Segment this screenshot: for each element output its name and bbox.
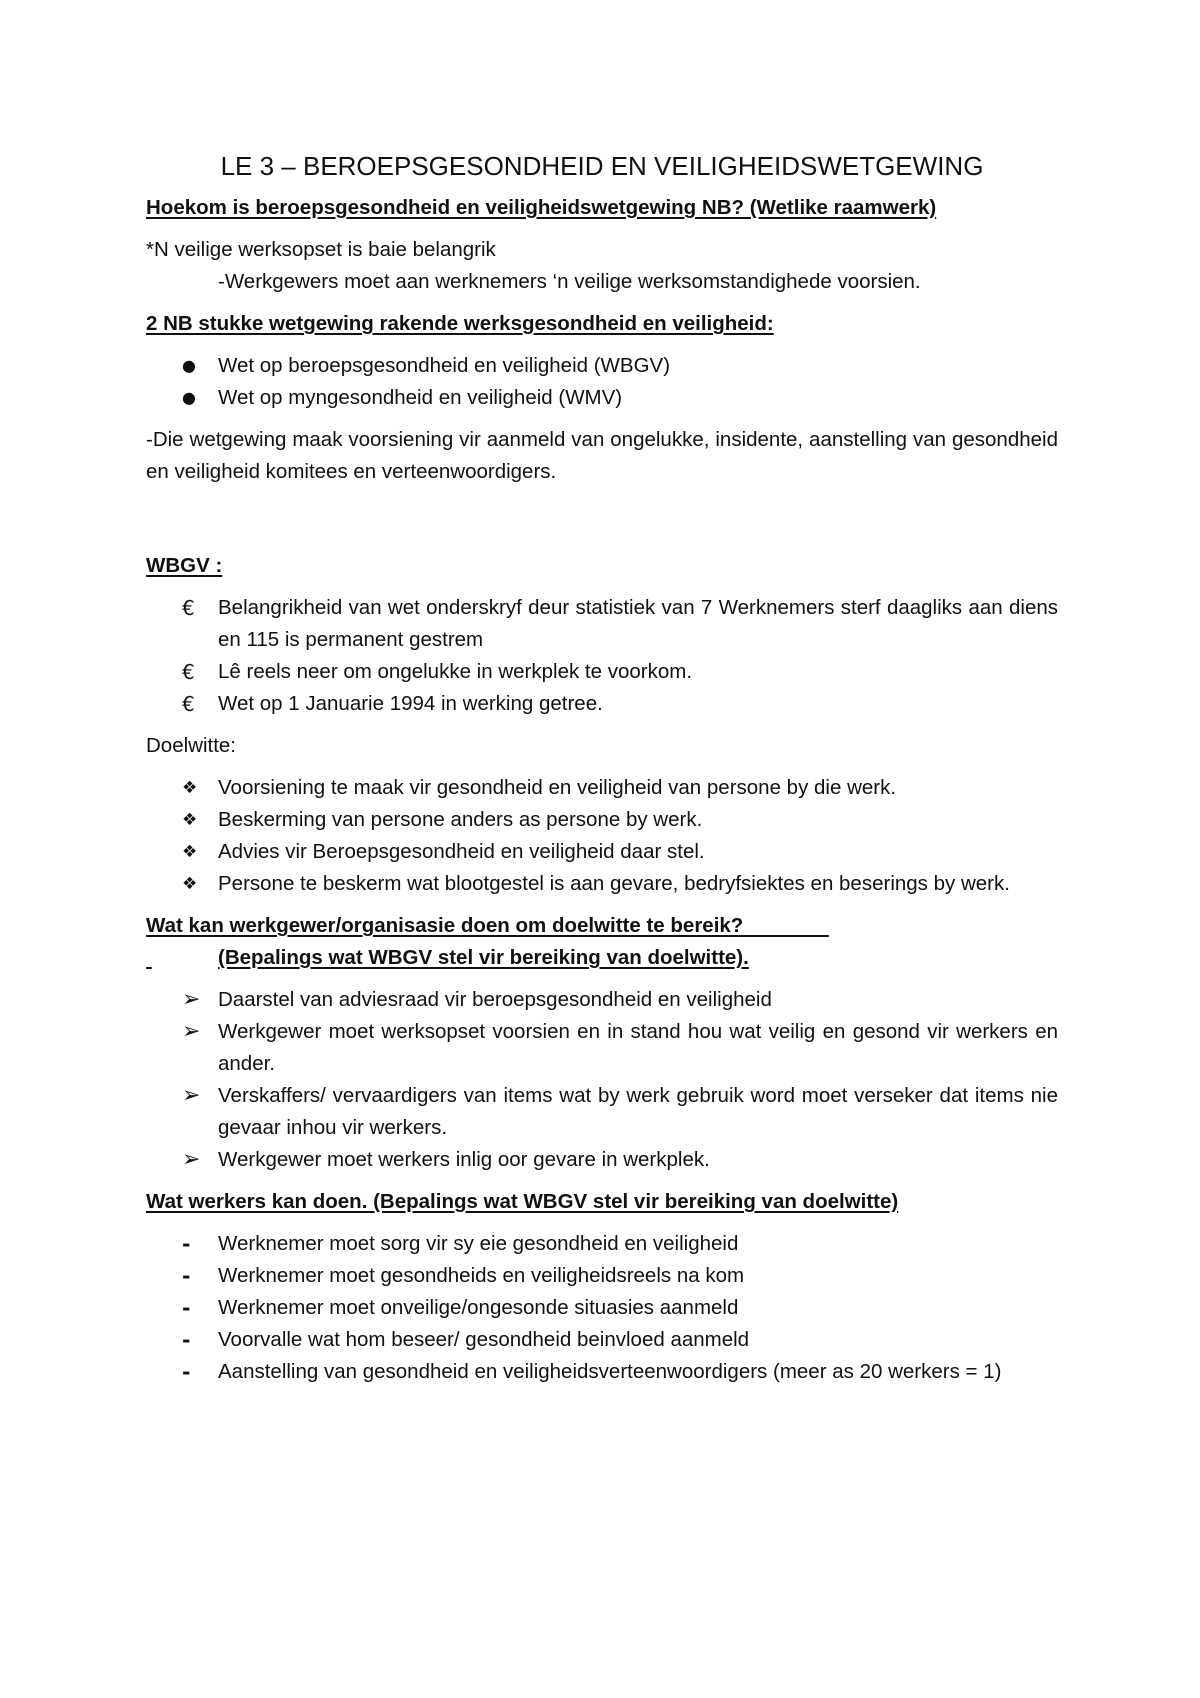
text-line-safe-workplace: *N veilige werksopset is baie belangrik bbox=[146, 238, 496, 261]
text-line-employers: -Werkgewers moet aan werknemers ‘n veilige werksomstandighede voorsien. bbox=[218, 270, 921, 293]
euro-bullet-icon: € bbox=[182, 596, 195, 620]
arrow-bullet-icon: ➢ bbox=[182, 1019, 201, 1044]
document-title: LE 3 – BEROEPSGESONDHEID EN VEILIGHEIDSWETGEWING bbox=[220, 151, 984, 181]
employer-list bbox=[146, 984, 1058, 1176]
list-item: ❖ Advies vir Beroepsgesondheid en veiligheid daar stel. bbox=[146, 836, 1058, 868]
list-item: - Werknemer moet onveilige/ongesonde situasies aanmeld bbox=[146, 1292, 1058, 1324]
list-item: € Lê reels neer om ongelukke in werkplek te voorkom. bbox=[146, 656, 1058, 688]
euro-bullet-icon: € bbox=[182, 660, 195, 684]
diamond-bullet-icon: ❖ bbox=[182, 874, 198, 894]
bullet-dot-icon: ● bbox=[182, 388, 196, 407]
dash-bullet-icon: - bbox=[182, 1328, 191, 1352]
list-item: ➢ Werkgewer moet werkers inlig oor gevare in werkplek. bbox=[146, 1144, 1058, 1176]
list-item: ➢ Daarstel van adviesraad vir beroepsgesondheid en veiligheid bbox=[146, 984, 1058, 1016]
diamond-bullet-icon: ❖ bbox=[182, 810, 198, 830]
diamond-bullet-icon: ❖ bbox=[182, 842, 198, 862]
list-item: - Werknemer moet sorg vir sy eie gesondheid en veiligheid bbox=[146, 1228, 1058, 1260]
list-item: - Voorvalle wat hom beseer/ gesondheid beinvloed aanmeld bbox=[146, 1324, 1058, 1356]
list-item: ● Wet op beroepsgesondheid en veiligheid (WBGV) bbox=[146, 350, 1058, 382]
wbgv-list bbox=[146, 592, 1058, 720]
euro-bullet-icon: € bbox=[182, 692, 195, 716]
list-item: - Werknemer moet gesondheids en veiligheidsreels na kom bbox=[146, 1260, 1058, 1292]
list-item: € Wet op 1 Januarie 1994 in werking getree. bbox=[146, 688, 1058, 720]
list-item: ● Wet op myngesondheid en veiligheid (WMV) bbox=[146, 382, 1058, 414]
list-item: ➢ Werkgewer moet werksopset voorsien en in stand hou wat veilig en gesond vir werkers en ander. bbox=[146, 1016, 1058, 1080]
document-body bbox=[146, 148, 1058, 1398]
arrow-bullet-icon: ➢ bbox=[182, 987, 201, 1012]
objectives-label: Doelwitte: bbox=[146, 734, 237, 757]
arrow-bullet-icon: ➢ bbox=[182, 1083, 201, 1108]
dash-bullet-icon: - bbox=[182, 1264, 191, 1288]
dash-bullet-icon: - bbox=[182, 1232, 191, 1256]
section-heading-employer bbox=[146, 910, 1058, 974]
diamond-bullet-icon: ❖ bbox=[182, 778, 198, 798]
employer-heading-line-2: (Bepalings wat WBGV stel vir bereiking van doelwitte). bbox=[218, 946, 749, 969]
bullet-dot-icon: ● bbox=[182, 356, 196, 375]
section-heading-wbgv: WBGV : bbox=[146, 554, 223, 577]
objectives-list bbox=[146, 772, 1058, 900]
employer-heading-line-1: Wat kan werkgewer/organisasie doen om doelwitte te bereik? bbox=[146, 914, 829, 937]
dash-bullet-icon: - bbox=[182, 1296, 191, 1320]
list-item: - Aanstelling van gesondheid en veiligheidsverteenwoordigers (meer as 20 werkers = 1) bbox=[146, 1356, 1058, 1388]
list-item: ❖ Persone te beskerm wat blootgestel is aan gevare, bedryfsiektes en beserings by werk. bbox=[146, 868, 1058, 900]
list-item: ❖ Voorsiening te maak vir gesondheid en veiligheid van persone by die werk. bbox=[146, 772, 1058, 804]
dash-bullet-icon: - bbox=[182, 1360, 191, 1384]
list-item: ➢ Verskaffers/ vervaardigers van items wat by werk gebruik word moet verseker dat items nie gevaar inhou vir werkers. bbox=[146, 1080, 1058, 1144]
section-heading-legislation: 2 NB stukke wetgewing rakende werksgesondheid en veiligheid: bbox=[146, 312, 774, 335]
list-item: € Belangrikheid van wet onderskryf deur statistiek van 7 Werknemers sterf daagliks aan diens en 115 is permanent gestrem bbox=[146, 592, 1058, 656]
legislation-paragraph: -Die wetgewing maak voorsiening vir aanmeld van ongelukke, insidente, aanstelling van gesondheid en veiligheid komitees en verteenwoordigers. bbox=[146, 428, 1058, 483]
section-heading-workers: Wat werkers kan doen. (Bepalings wat WBGV stel vir bereiking van doelwitte) bbox=[146, 1190, 899, 1213]
section-heading-why: Hoekom is beroepsgesondheid en veiligheidswetgewing NB? (Wetlike raamwerk) bbox=[146, 196, 937, 219]
legislation-list bbox=[146, 350, 1058, 414]
workers-list bbox=[146, 1228, 1058, 1388]
list-item: ❖ Beskerming van persone anders as persone by werk. bbox=[146, 804, 1058, 836]
arrow-bullet-icon: ➢ bbox=[182, 1147, 201, 1172]
